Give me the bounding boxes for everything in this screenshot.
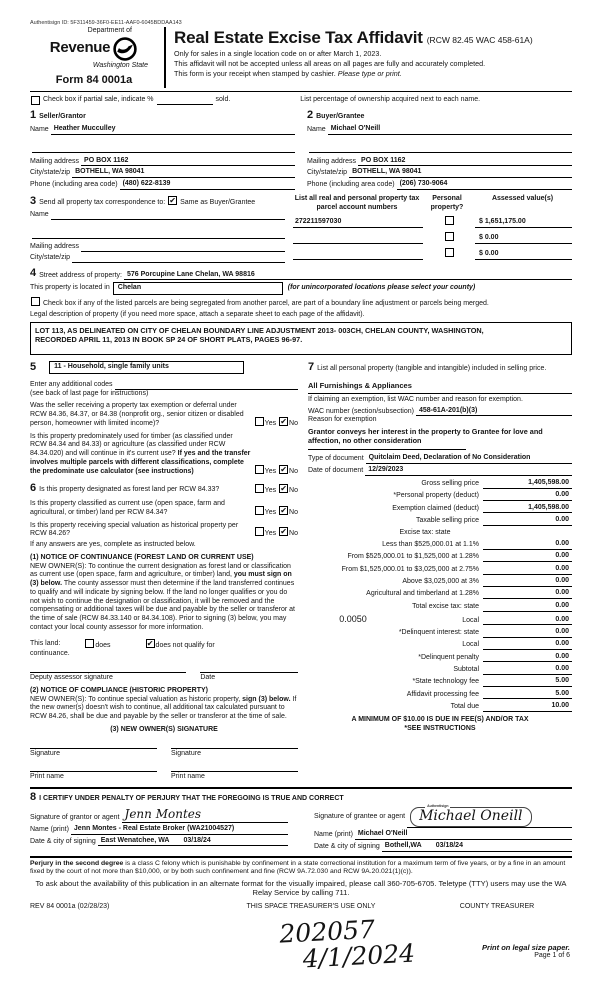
fee-row-value[interactable]: 5.00	[483, 677, 572, 687]
current-use-no-checkbox[interactable]: ✔	[280, 505, 287, 515]
additional-codes-note: (see back of last page for instructions)	[30, 389, 149, 397]
owner2-print-line[interactable]	[171, 771, 298, 782]
authentisign-id: Authentisign ID: 5F311459-36F0-EE11-AAF0-6045BDDAA143	[30, 20, 182, 26]
street-address-field[interactable]: 576 Porcupine Lane Chelan, WA 98816	[124, 271, 572, 281]
page-footer-right	[482, 943, 570, 961]
buyer-phone-field[interactable]: (206) 730-9064	[397, 180, 572, 190]
fee-row-label: *Delinquent interest: state	[398, 628, 479, 636]
dept-of-label: Department of	[87, 26, 132, 34]
excise-row-value[interactable]: 0.00	[483, 577, 572, 587]
personal-property-checkbox[interactable]	[445, 248, 454, 257]
price-row-value[interactable]: 0.00	[483, 491, 572, 501]
notice-continuance-title: (1) NOTICE OF CONTINUANCE (FOREST LAND OR CURRENT USE)	[30, 553, 254, 561]
parcel-numbers-header: List all real and personal property tax parcel account numbers	[294, 194, 420, 211]
reason-for-exemption-value[interactable]: Grantor conveys her interest in the property to Grantee for love and affection, no other consideration	[308, 427, 543, 446]
excise-row-label: Less than $525,000.01 at 1.1%	[382, 541, 479, 549]
fee-row-label: Affidavit processing fee	[406, 690, 479, 698]
local-rate-row	[308, 614, 572, 625]
seller-name2-field[interactable]	[32, 144, 295, 153]
header-note-2: This affidavit will not be accepted unless all areas on all pages are fully and accurately completed.	[174, 59, 486, 69]
additional-codes-field[interactable]	[115, 381, 299, 390]
grantee-date-city-label: Date & city of signing	[314, 843, 380, 851]
notice-compliance-body: NEW OWNER(S): To continue special valuation as historic property, sign (3) below. If the new owner(s) doesn't wish to continue, all additional tax calculated pursuant to RCW 84.26, shall be due and payable by the seller or transferor at the time of sale.	[30, 695, 297, 721]
buyer-city-field[interactable]: BOTHELL, WA 98041	[349, 168, 572, 178]
price-row-value[interactable]: 0.00	[483, 516, 572, 526]
print-name-label: Print name	[171, 773, 205, 781]
grantee-signature-line[interactable]	[407, 803, 572, 829]
fee-row-label: *State technology fee	[412, 678, 479, 686]
excise-row-value[interactable]: 0.00	[483, 552, 572, 562]
assessed-values-header: Assessed value(s)	[491, 194, 554, 202]
additional-codes-label: Enter any additional codes	[30, 380, 113, 388]
type-of-document-field[interactable]: Quitclaim Deed, Declaration of No Consideration	[366, 454, 572, 464]
seller-heading: Seller/Grantor	[39, 113, 86, 121]
forest-yes-checkbox[interactable]	[255, 484, 264, 493]
grantee-name-print-field[interactable]: Michael O'Neill	[355, 830, 572, 840]
revenue-logo-icon	[112, 36, 138, 62]
this-land-row	[30, 639, 298, 651]
section-1-seller	[30, 109, 295, 190]
excise-row-value[interactable]: 0.00	[483, 589, 572, 599]
parcel-row	[293, 232, 572, 244]
personal-property-value[interactable]: All Furnishings & Appliances	[308, 380, 412, 390]
yes-label: Yes	[264, 419, 277, 427]
corr-city-field[interactable]	[72, 254, 285, 263]
parcel-row	[293, 248, 572, 260]
exemption-yes-checkbox[interactable]	[255, 417, 264, 426]
price-row	[308, 491, 572, 501]
treasurer-use-label: THIS SPACE TREASURER'S USE ONLY	[246, 902, 376, 910]
deputy-date-line[interactable]	[200, 672, 298, 683]
rev-number: REV 84 0001a (02/28/23)	[30, 902, 110, 910]
price-row-label: *Personal property (deduct)	[393, 492, 479, 500]
land-does-not-checkbox[interactable]: ✔	[146, 638, 154, 648]
segregated-checkbox[interactable]	[31, 297, 40, 306]
corr-name-field[interactable]	[51, 211, 285, 220]
form-title: Real Estate Excise Tax Affidavit	[174, 27, 423, 47]
excise-row-label: From $525,000.01 to $1,525,000 at 1.28%	[347, 553, 479, 561]
corr-mail-field[interactable]	[81, 243, 285, 252]
corr-name-label: Name	[30, 210, 49, 218]
same-as-buyer-label: Same as Buyer/Grantee	[180, 198, 256, 206]
parcel-number-field[interactable]	[293, 235, 423, 244]
buyer-name2-field[interactable]	[309, 144, 572, 153]
fee-row-value[interactable]: 5.00	[483, 690, 572, 700]
historic-yes-checkbox[interactable]	[255, 527, 264, 536]
county-dropdown[interactable]: Chelan	[113, 282, 283, 295]
owner2-signature-line[interactable]	[171, 748, 298, 759]
exemption-note: If claiming an exemption, list WAC number and reason for exemption.	[308, 395, 523, 403]
legal-description-line2: RECORDED APRIL 11, 2013 IN BOOK SP 24 OF SHORT PLATS, PAGES 96-97.	[35, 334, 303, 344]
yes-label: Yes	[264, 467, 277, 475]
no-label: No	[289, 487, 298, 495]
section-7-number: 7	[308, 360, 315, 373]
section-2-buyer	[307, 109, 572, 190]
correspondence-label: Send all property tax correspondence to:	[39, 198, 166, 206]
corr-name2-field[interactable]	[32, 230, 285, 239]
signature-label: Signature	[30, 749, 60, 757]
timber-yes-checkbox[interactable]	[255, 465, 264, 474]
notice-compliance-title: (2) NOTICE OF COMPLIANCE (HISTORIC PROPERTY)	[30, 686, 208, 694]
excise-row-value[interactable]: 0.00	[483, 565, 572, 575]
price-row-label: Exemption claimed (deduct)	[392, 504, 479, 512]
parcel-row	[293, 216, 572, 228]
corr-city-label: City/state/zip	[30, 253, 71, 261]
fee-row	[308, 690, 572, 700]
fee-row-value[interactable]: 0.00	[483, 665, 572, 675]
land-does-checkbox[interactable]	[85, 639, 94, 648]
form-number: Form 84 0001a	[55, 74, 133, 87]
excise-row-label: Agricultural and timberland at 1.28%	[366, 590, 479, 598]
exemption-question-text: Was the seller receiving a property tax exemption or deferral under RCW 84.36, 84.37, or 84.38 (nonprofit org., senior citizen or disabled person, homeowner with limited income)?	[30, 402, 244, 427]
excise-row-value[interactable]: 0.00	[483, 602, 572, 612]
certify-statement: I CERTIFY UNDER PENALTY OF PERJURY THAT THE FOREGOING IS TRUE AND CORRECT	[39, 795, 344, 803]
if-any-yes-note: If any answers are yes, complete as instructed below.	[30, 541, 196, 549]
price-row-value[interactable]: 1,405,598.00	[483, 504, 572, 514]
current-use-question	[30, 500, 298, 518]
historic-no-checkbox[interactable]: ✔	[280, 527, 287, 537]
owner1-signature-line[interactable]	[30, 748, 157, 759]
excise-row	[308, 589, 572, 599]
continuance-label: continuance.	[30, 650, 70, 658]
excise-row-label: From $1,525,000.01 to $3,025,000 at 2.75%	[341, 565, 479, 573]
legal-description-box[interactable]	[30, 322, 572, 355]
section-8	[30, 787, 572, 852]
personal-property-checkbox[interactable]	[445, 216, 454, 225]
yes-label: Yes	[264, 530, 277, 538]
grantor-date-city-field[interactable]: East Wenatchee, WA 03/18/24	[98, 837, 288, 847]
fee-row	[308, 677, 572, 687]
yes-label: Yes	[264, 487, 277, 495]
buyer-mail-field[interactable]: PO BOX 1162	[358, 157, 572, 167]
excise-row-label: Above $3,025,000 at 3%	[402, 578, 479, 586]
parcel-number-field[interactable]	[293, 251, 423, 260]
partial-sale-row	[30, 96, 572, 105]
header-note-1: Only for sales in a single location code on or after March 1, 2023.	[174, 49, 382, 59]
fee-row-label: Subtotal	[453, 666, 479, 673]
fee-row	[308, 640, 572, 650]
date-label: Date	[200, 674, 216, 682]
seller-mail-label: Mailing address	[30, 157, 80, 165]
fee-row-label: *Delinquent penalty	[418, 653, 479, 661]
local-label: Local	[462, 616, 479, 624]
fee-row	[308, 653, 572, 663]
forest-no-checkbox[interactable]: ✔	[280, 484, 287, 494]
assessed-value-field[interactable]: $ 0.00	[475, 234, 572, 244]
buyer-name-label: Name	[307, 125, 326, 133]
buyer-mail-label: Mailing address	[307, 157, 357, 165]
does-not-label: does not qualify for	[155, 641, 215, 649]
personal-property-checkbox[interactable]	[445, 232, 454, 241]
parcel-table	[293, 216, 572, 259]
buyer-name-field[interactable]: Michael O'Neill	[328, 125, 572, 135]
wac-number-label: WAC number (section/subsection)	[308, 407, 414, 415]
partial-sale-sold-label: sold.	[215, 96, 231, 104]
form-title-rcw: (RCW 82.45 WAC 458-61A)	[426, 34, 533, 45]
grantor-signature-label: Signature of grantor or agent	[30, 814, 120, 822]
seller-city-field[interactable]: BOTHELL, WA 98041	[72, 168, 295, 178]
fee-row	[308, 702, 572, 712]
section-4	[30, 267, 572, 355]
owner1-print-line[interactable]	[30, 771, 157, 782]
price-row-label: Gross selling price	[421, 479, 479, 487]
section-6-number: 6	[30, 482, 37, 495]
current-use-yes-checkbox[interactable]	[255, 506, 264, 515]
seller-phone-label: Phone (including area code)	[30, 181, 118, 189]
fee-row-value[interactable]: 0.00	[483, 640, 572, 650]
authentisign-frame	[410, 803, 531, 828]
section-1-number: 1	[30, 109, 37, 122]
county-treasurer-label: COUNTY TREASURER	[459, 902, 535, 910]
price-rows	[308, 479, 572, 526]
price-row	[308, 516, 572, 526]
wac-number-field[interactable]: 458-61A-201(b)(3)	[416, 407, 572, 417]
does-label: does	[95, 641, 111, 649]
exemption-question	[30, 402, 298, 428]
local-rate-value[interactable]: 0.0050	[339, 614, 367, 625]
excise-row-label: Total excise tax: state	[412, 602, 479, 610]
fee-row	[308, 665, 572, 675]
parcel-number-field[interactable]: 272211597030	[293, 218, 423, 228]
alt-format-note: To ask about the availability of this publication in an alternate format for the visually impaired, please call 360-705-6705. Teletype (TTY) users may use the WA Relay Service by calling 711.	[35, 878, 567, 898]
perjury-divider	[30, 856, 572, 858]
section-7	[308, 361, 572, 375]
fee-row-label: Total due	[450, 703, 479, 711]
segregated-label: Check box if any of the listed parcels are being segregated from another parcel, are part of a boundary line adjustment or parcels being merged.	[42, 300, 489, 308]
located-in-label: This property is located in	[30, 284, 110, 292]
yes-label: Yes	[264, 508, 277, 516]
section-5-number: 5	[30, 360, 37, 373]
current-use-question-text: Is this property classified as current use (open space, farm and agricultural, or timber) land per RCW 84.34?	[30, 500, 225, 516]
seller-name-field[interactable]: Heather Mucculley	[51, 125, 295, 135]
partial-sale-checkbox[interactable]	[31, 96, 40, 105]
excise-state-header: Excise tax: state	[399, 528, 451, 536]
local-value[interactable]: 0.00	[483, 616, 572, 626]
legal-description-line1: LOT 113, AS DELINEATED ON CITY OF CHELAN BOUNDARY LINE ADJUSTMENT 2013- 003CH, CHELAN COUNTY, WASHINGTON,	[35, 325, 484, 335]
deputy-assessor-label: Deputy assessor signature	[30, 674, 113, 682]
partial-sale-percent-field[interactable]	[157, 96, 213, 105]
see-instructions-note: *SEE INSTRUCTIONS	[404, 724, 476, 732]
grantor-name-print-field[interactable]: Jenn Montes - Real Estate Broker (WA21004527)	[71, 825, 288, 835]
fee-row	[308, 628, 572, 638]
seller-name-label: Name	[30, 125, 49, 133]
no-label: No	[289, 530, 298, 538]
corr-mail-label: Mailing address	[30, 242, 80, 250]
deputy-assessor-signature-line[interactable]	[30, 672, 186, 683]
section-5	[30, 361, 298, 375]
legal-description-label: Legal description of property (if you need more space, attach a separate sheet to each page of the affidavit).	[30, 310, 365, 318]
buyer-heading: Buyer/Grantee	[316, 113, 365, 121]
personal-property-header: Personal property?	[430, 194, 464, 211]
grantor-signature[interactable]: Jenn Montes	[122, 807, 288, 823]
price-row-label: Taxable selling price	[415, 516, 479, 524]
fee-row-label: Local	[462, 641, 479, 649]
type-of-document-label: Type of document	[308, 455, 364, 463]
excise-row	[308, 552, 572, 562]
fees-rows	[308, 628, 572, 712]
notice-continuance-body: NEW OWNER(S): To continue the current designation as forest land or classification as current use (open space, farm and agriculture, or timber) land, you must sign on (3) below. The county assessor must then determine if the land transferred continues to qualify and will indicate by signing below. If the land no longer qualifies or you do not wish to continue the designation or classification, it will be removed and the compensating or additional taxes will be due and payable by the seller or transferor at the time of sale (RCW 84.33.140 or 84.34.108). Prior to signing (3) below, you may contact your local county assessor for more information.	[30, 562, 295, 631]
no-label: No	[289, 508, 298, 516]
type-or-print-note: Please type or print.	[337, 69, 402, 79]
excise-row-value[interactable]: 0.00	[483, 540, 572, 550]
timber-question-text: Is this property predominately used for timber (as classified under RCW 84.34 and 84.33) or agriculture (as classified under RCW 84.34.020) and will continue in it's current use? If yes and the transfer involves multiple parcels with different classifications, complete the predominate use calculator (see instructions)	[30, 432, 251, 475]
section-8-number: 8	[30, 791, 37, 804]
grantee-signature[interactable]: Michael Oneill	[419, 807, 523, 824]
no-label: No	[289, 467, 298, 475]
stamp-number: 202057	[278, 914, 376, 949]
grantee-signature-label: Signature of grantee or agent	[314, 813, 406, 821]
washington-state-label: Washington State	[92, 61, 148, 69]
excise-row	[308, 577, 572, 587]
personal-property-heading: List all personal property (tangible and intangible) included in selling price.	[317, 364, 547, 372]
assessed-value-field[interactable]: $ 0.00	[475, 250, 572, 260]
buyer-city-label: City/state/zip	[307, 169, 348, 177]
excise-row	[308, 602, 572, 612]
partial-sale-label: Check box if partial sale, indicate %	[43, 96, 154, 104]
authentisign-tag: Authentisign	[427, 803, 449, 808]
fee-row-value[interactable]: 0.00	[483, 628, 572, 638]
street-address-label: Street address of property:	[39, 271, 123, 279]
section-3-number: 3	[30, 194, 37, 207]
price-row	[308, 479, 572, 489]
stamp-date: 4/1/2024	[302, 938, 416, 974]
reason-for-exemption-label: Reason for exemption	[308, 416, 377, 424]
agency-block	[30, 27, 166, 88]
same-as-buyer-checkbox[interactable]: ✔	[169, 195, 176, 205]
unincorporated-note: (for unincorporated locations please select your county)	[287, 284, 476, 292]
excise-row	[308, 540, 572, 550]
exemption-no-checkbox[interactable]: ✔	[280, 416, 287, 426]
treasurer-stamp	[279, 906, 573, 974]
date-of-document-field[interactable]: 12/29/2023	[365, 466, 572, 476]
section-4-number: 4	[30, 266, 37, 279]
new-owners-signature-title: (3) NEW OWNER(S) SIGNATURE	[110, 725, 218, 733]
section-2-number: 2	[307, 109, 314, 122]
no-label: No	[289, 419, 298, 427]
seller-mail-field[interactable]: PO BOX 1162	[81, 157, 295, 167]
form-header	[30, 27, 572, 92]
ownership-percent-note: List percentage of ownership acquired next to each name.	[300, 96, 481, 104]
revenue-wordmark: Revenue	[49, 39, 111, 57]
minimum-due-note: A MINIMUM OF $10.00 IS DUE IN FEE(S) AND/OR TAX	[351, 715, 529, 723]
grantor-name-print-label: Name (print)	[30, 825, 69, 833]
print-legal-note: Print on legal size paper.	[482, 942, 570, 952]
this-land-label: This land:	[30, 640, 61, 648]
print-name-label: Print name	[30, 773, 64, 781]
seller-phone-field[interactable]: (480) 622-8139	[120, 180, 295, 190]
section-3	[30, 195, 572, 263]
fee-row-value[interactable]: 0.00	[483, 653, 572, 663]
header-note-3: This form is your receipt when stamped by cashier. Please type or print.	[174, 69, 402, 79]
grantor-date-city-label: Date & city of signing	[30, 837, 96, 845]
land-use-code-dropdown[interactable]: 11 - Household, single family units	[49, 361, 244, 374]
historic-question-text: Is this property receiving special valuation as historical property per RCW 84.26?	[30, 521, 239, 538]
assessed-value-field[interactable]: $ 1,651,175.00	[475, 218, 572, 228]
grantee-name-print-label: Name (print)	[314, 831, 353, 839]
grantee-date-city-field[interactable]: Bothell,WA 03/18/24	[382, 842, 572, 852]
perjury-statement: Perjury in the second degree is a class C felony which is punishable by confinement in a state correctional institution for a maximum term of five years, or by a fine in an amount fixed by the court of not more than $10,000, or by both such confinement and fine (RCW 9A.72.030 and RCW 9A.20.021(1)(c)).	[30, 859, 566, 876]
fee-row-value[interactable]: 10.00	[483, 702, 572, 712]
price-row	[308, 504, 572, 514]
price-row-value[interactable]: 1,405,598.00	[483, 479, 572, 489]
section-6	[30, 482, 298, 496]
seller-city-label: City/state/zip	[30, 169, 71, 177]
date-of-document-label: Date of document	[308, 467, 364, 475]
page-number: Page 1 of 6	[534, 952, 570, 960]
timber-question	[30, 433, 298, 477]
historic-question	[30, 522, 298, 540]
buyer-phone-label: Phone (including area code)	[307, 181, 395, 189]
excise-row	[308, 565, 572, 575]
timber-no-checkbox[interactable]: ✔	[280, 464, 287, 474]
signature-label: Signature	[171, 749, 201, 757]
forest-question-text: 6 Is this property designated as forest land per RCW 84.33?	[30, 482, 220, 495]
excise-state-rows	[308, 540, 572, 611]
